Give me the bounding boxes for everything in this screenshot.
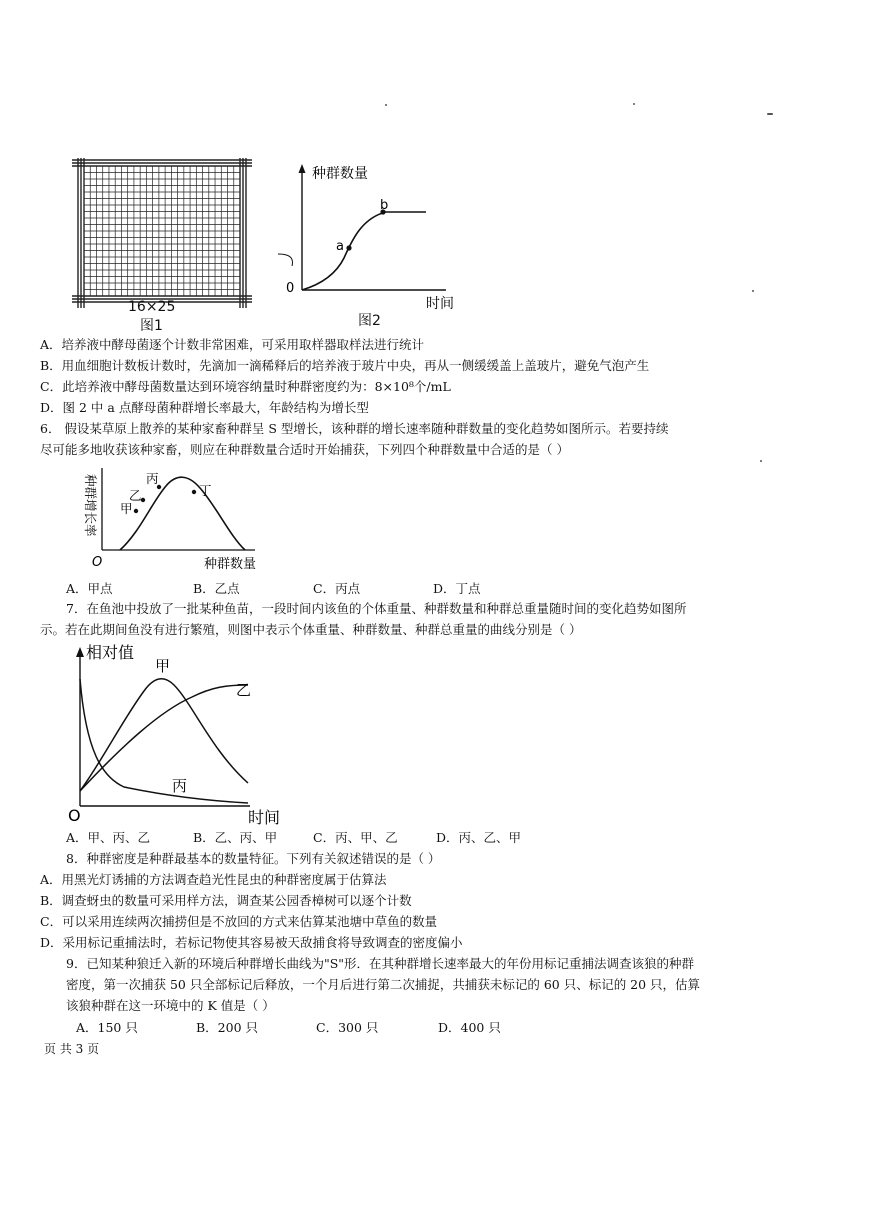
point-ding	[192, 490, 196, 494]
scan-speck	[633, 103, 635, 105]
q9-option-b: B．200 只	[196, 1020, 259, 1035]
s-curve	[302, 212, 426, 290]
scan-speck	[752, 290, 754, 292]
q8-option-c: C．可以采用连续两次捕捞但是不放回的方式来估算某池塘中草鱼的数量	[40, 914, 438, 929]
q6-growth-rate-chart	[70, 462, 270, 577]
pen-mark	[278, 254, 292, 266]
q5-option-a: A．培养液中酵母菌逐个计数非常困难，可采用取样器取样法进行统计	[40, 337, 425, 352]
figure1-caption: 图1	[140, 318, 163, 334]
q5-option-b: B．用血细胞计数板计数时，先滴加一滴稀释后的培养液于玻片中央，再从一侧缓缓盖上盖玻片，避免气泡产生	[40, 358, 650, 373]
q6-point-yi-label: 乙	[129, 488, 142, 503]
q6-xlabel: 种群数量	[204, 557, 257, 572]
q7-option-c: C．丙、甲、乙	[313, 830, 398, 845]
q6-option-d: D．丁点	[433, 581, 481, 596]
q9-option-a: A．150 只	[76, 1020, 138, 1035]
q9-option-c: C．300 只	[316, 1020, 379, 1035]
scan-speck	[767, 113, 773, 115]
figure1-grid-label: 16×25	[128, 299, 176, 315]
q6-ylabel: 种群增长率	[83, 474, 98, 537]
curve-yi	[80, 685, 248, 791]
q7-stem-line2: 示。若在此期间鱼没有进行繁殖，则图中表示个体重量、种群数量、种群总重量的曲线分别是（ ）	[40, 622, 582, 637]
y-axis-arrow-icon	[76, 647, 84, 657]
q6-option-b: B．乙点	[193, 581, 240, 596]
q8-option-b: B．调查蚜虫的数量可采用样方法，调查某公园香樟树可以逐个计数	[40, 893, 412, 908]
q6-stem-line1: 6． 假设某草原上散养的某种家畜种群呈 S 型增长，该种群的增长速率随种群数量的变化趋势如图所示。若要持续	[40, 421, 669, 436]
q5-option-c: C．此培养液中酵母菌数量达到环境容纳量时种群密度约为：8×10⁸个/mL	[40, 379, 451, 394]
point-a	[346, 245, 351, 250]
q9-stem-line3: 该狼种群在这一环境中的 K 值是（ ）	[66, 998, 275, 1013]
q8-option-d: D．采用标记重捕法时，若标记物使其容易被天敌捕食将导致调查的密度偏小	[40, 935, 463, 950]
point-jia	[134, 509, 138, 513]
q7-curve-bing-label: 丙	[172, 777, 188, 795]
q7-origin: O	[68, 806, 81, 825]
q7-option-a: A．甲、丙、乙	[66, 830, 151, 845]
figure2-population-curve	[270, 158, 470, 318]
q7-stem-line1: 7．在鱼池中投放了一批某种鱼苗，一段时间内该鱼的个体重量、种群数量和种群总重量随时间的变化趋势如图所	[66, 601, 687, 616]
figure2-caption: 图2	[358, 313, 381, 329]
q8-stem: 8．种群密度是种群最基本的数量特征。下列有关叙述错误的是（ ）	[66, 851, 441, 866]
q6-point-bing-label: 丙	[146, 471, 159, 486]
figure2-ylabel: 种群数量	[312, 166, 368, 182]
curve-jia	[80, 679, 248, 791]
page-footer: 页 共 3 页	[44, 1042, 100, 1056]
figure2-origin: 0	[286, 281, 295, 296]
q8-option-a: A．用黑光灯诱捕的方法调查趋光性昆虫的种群密度属于估算法	[40, 872, 387, 887]
scan-speck	[385, 104, 387, 106]
q7-ylabel: 相对值	[86, 643, 135, 662]
figure2-point-b-label: b	[380, 198, 389, 213]
q9-stem-line2: 密度，第一次捕获 50 只全部标记后释放，一个月后进行第二次捕捉，共捕获未标记的 60 只、标记的 20 只，估算	[66, 977, 701, 992]
curve-bing	[80, 679, 248, 803]
figure2-xlabel: 时间	[426, 296, 454, 312]
q7-option-b: B．乙、丙、甲	[193, 830, 278, 845]
q6-point-ding-label: 丁	[199, 483, 212, 498]
q5-option-d: D．图 2 中 a 点酵母菌种群增长率最大，年龄结构为增长型	[40, 400, 369, 415]
scan-speck	[760, 460, 762, 462]
q7-relative-value-chart	[62, 641, 292, 829]
q7-xlabel: 时间	[248, 808, 281, 827]
q9-stem-line1: 9．已知某种狼迁入新的环境后种群增长曲线为"S"形．在其种群增长速率最大的年份用标记重捕法调查该狼的种群	[66, 956, 695, 971]
q6-origin: O	[92, 555, 103, 570]
q6-point-jia-label: 甲	[120, 501, 133, 516]
q7-option-d: D．丙、乙、甲	[436, 830, 522, 845]
q6-stem-line2: 尽可能多地收获该种家畜，则应在种群数量合适时开始捕获，下列四个种群数量中合适的是（ ）	[40, 442, 569, 457]
q6-option-c: C．丙点	[313, 581, 361, 596]
q7-curve-jia-label: 甲	[155, 657, 171, 675]
y-axis-arrow-icon	[299, 164, 306, 173]
q7-curve-yi-label: 乙	[236, 681, 252, 699]
figure1-counting-grid	[72, 158, 252, 308]
q6-option-a: A．甲点	[66, 581, 113, 596]
q9-option-d: D．400 只	[438, 1020, 501, 1035]
figure2-point-a-label: a	[336, 239, 344, 254]
